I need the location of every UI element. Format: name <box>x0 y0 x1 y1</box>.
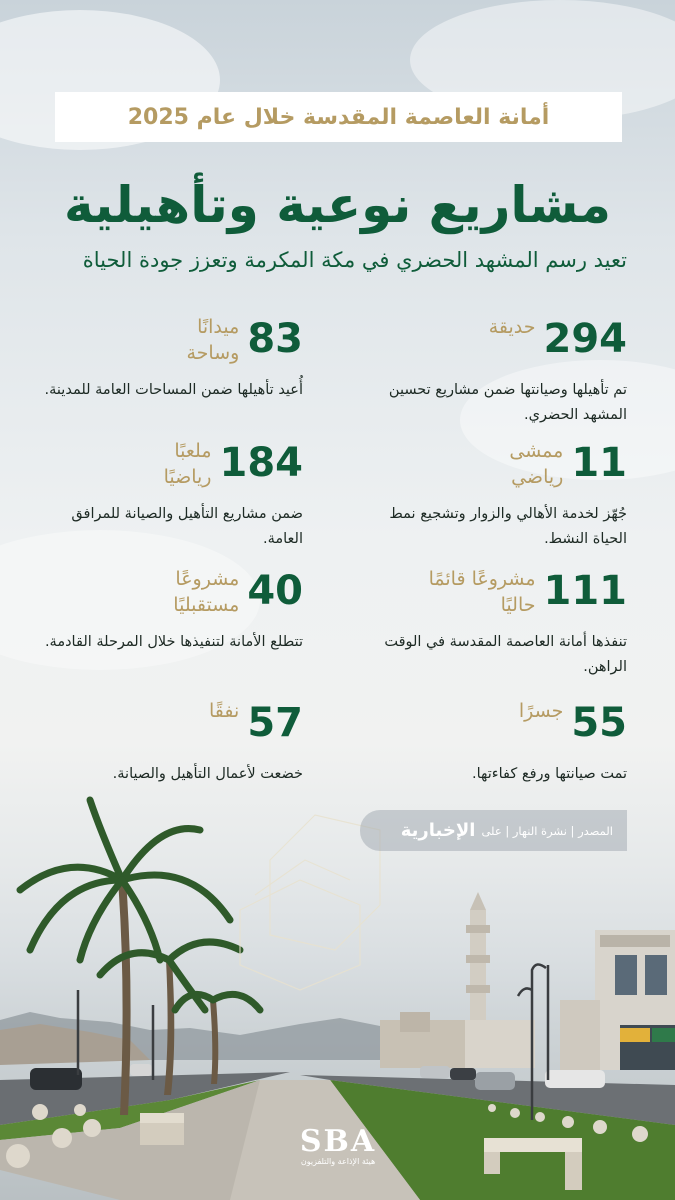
stat-description: ضمن مشاريع التأهيل والصيانة للمرافق العامة. <box>71 506 303 547</box>
page-subtitle: تعيد رسم المشهد الحضري في مكة المكرمة وتعزز جودة الحياة <box>82 248 627 272</box>
stat-number: 83 <box>247 316 303 362</box>
stat-sports-fields <box>41 436 303 552</box>
stat-description: تتطلع الأمانة لتنفيذها خلال المرحلة القادمة. <box>44 634 303 650</box>
stat-unit: ميدانًا وساحة <box>186 316 240 364</box>
stat-description: أُعيد تأهيلها ضمن المساحات العامة للمدينة. <box>44 382 303 398</box>
stat-squares <box>41 312 303 403</box>
sba-logo <box>288 1124 388 1166</box>
stat-description: تنفذها أمانة العاصمة المقدسة في الوقت الراهن. <box>384 634 627 675</box>
channel-logo: الإخبارية <box>400 820 476 841</box>
stat-number: 111 <box>543 568 627 614</box>
stat-description: جُهّز لخدمة الأهالي والزوار وتشجيع نمط الحياة النشط. <box>389 506 627 547</box>
page-title: مشاريع نوعية وتأهيلية <box>64 176 611 234</box>
stat-unit: حديقة <box>488 316 536 338</box>
logo-text: SBA <box>299 1124 377 1159</box>
stat-unit: جسرًا <box>518 700 564 722</box>
stat-unit: مشروعًا مستقبليًا <box>173 568 240 616</box>
stat-description: خضعت لأعمال التأهيل والصيانة. <box>112 766 303 782</box>
stat-unit: نفقًا <box>209 700 240 722</box>
stat-unit: ممشى رياضي <box>509 440 564 488</box>
stat-description: تم تأهيلها وصيانتها ضمن مشاريع تحسين المشهد الحضري. <box>388 382 627 423</box>
source-text: المصدر | نشرة النهار | على <box>481 823 613 838</box>
stat-number: 294 <box>543 316 627 362</box>
stat-number: 184 <box>219 440 303 486</box>
stat-number: 11 <box>571 440 627 486</box>
year-banner <box>55 92 622 142</box>
stat-number: 57 <box>247 700 303 746</box>
logo-subtext: هيئة الإذاعة والتلفزيون <box>300 1157 376 1166</box>
stat-walkways <box>365 436 627 552</box>
stat-unit: ملعبًا رياضيًا <box>163 440 212 488</box>
stat-current-projects <box>365 564 627 680</box>
source-bar <box>360 810 627 851</box>
stat-gardens <box>365 312 627 428</box>
stat-unit: مشروعًا قائمًا حاليًا <box>428 568 536 616</box>
stat-future-projects <box>41 564 303 655</box>
stat-bridges <box>365 696 627 787</box>
stat-number: 55 <box>571 700 627 746</box>
stat-description: تمت صيانتها ورفع كفاءتها. <box>472 766 627 782</box>
banner-text: أمانة العاصمة المقدسة خلال عام 2025 <box>127 104 550 130</box>
stat-tunnels <box>41 696 303 787</box>
stat-number: 40 <box>247 568 303 614</box>
